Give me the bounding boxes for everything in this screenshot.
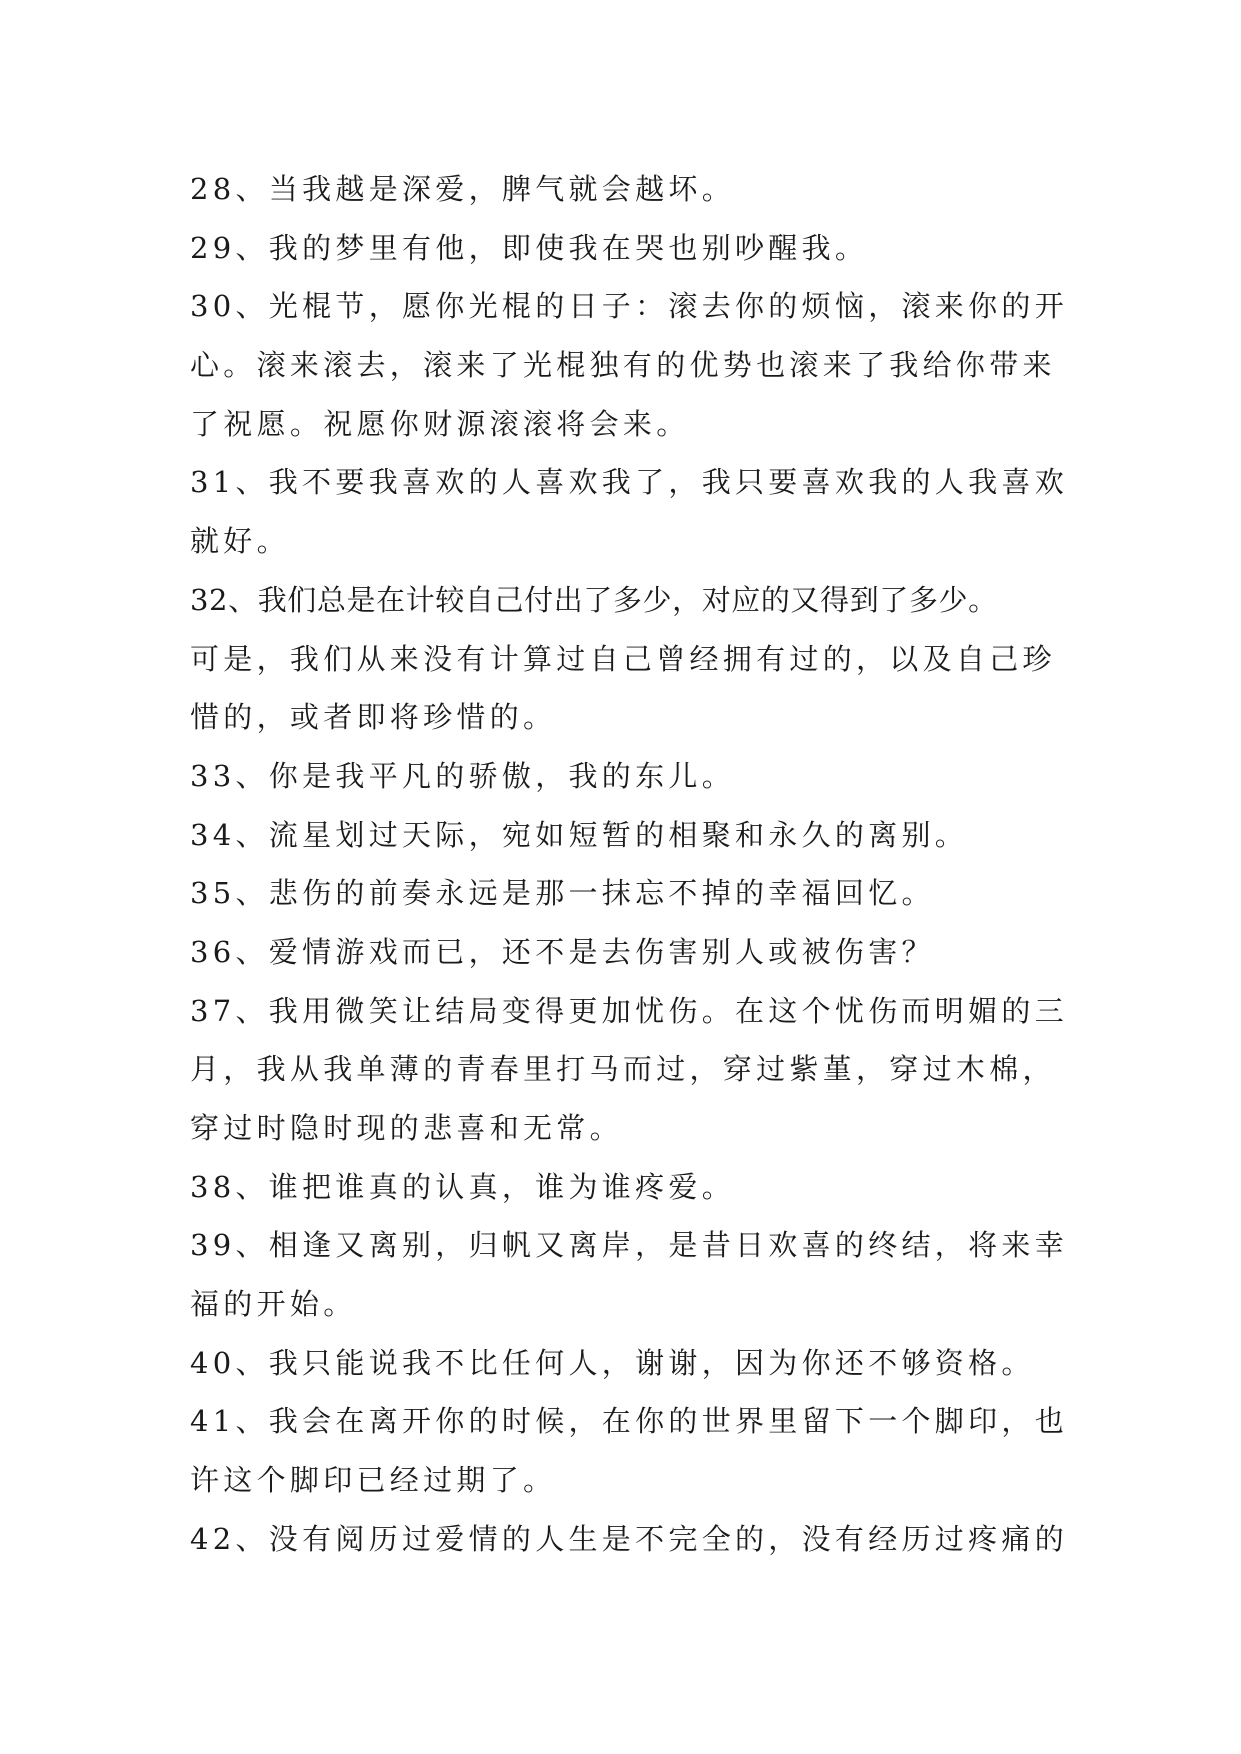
text-line: 35、悲伤的前奏永远是那一抹忘不掉的幸福回忆。 xyxy=(190,876,935,911)
text-line: 许这个脚印已经过期了。 xyxy=(190,1463,557,1498)
text-line: 29、我的梦里有他，即使我在哭也别吵醒我。 xyxy=(190,230,869,265)
text-line: 32、我们总是在计较自己付出了多少，对应的又得到了多少。 xyxy=(190,582,998,617)
text-line: 惜的，或者即将珍惜的。 xyxy=(190,700,557,735)
text-line: 心。滚来滚去，滚来了光棍独有的优势也滚来了我给你带来 xyxy=(190,348,1056,383)
text-line: 34、流星划过天际，宛如短暂的相聚和永久的离别。 xyxy=(190,817,969,852)
text-line: 39、相逢又离别，归帆又离岸，是昔日欢喜的终结，将来幸 xyxy=(190,1228,1069,1263)
document-body xyxy=(190,160,1070,1569)
text-line: 月，我从我单薄的青春里打马而过，穿过紫堇，穿过木棉， xyxy=(190,1052,1056,1087)
text-line: 了祝愿。祝愿你财源滚滚将会来。 xyxy=(190,406,690,441)
text-line: 穿过时隐时现的悲喜和无常。 xyxy=(190,1111,623,1145)
text-line: 41、我会在离开你的时候，在你的世界里留下一个脚印，也 xyxy=(190,1404,1069,1439)
text-line: 42、没有阅历过爱情的人生是不完全的，没有经历过疼痛的 xyxy=(190,1521,1069,1556)
text-line: 37、我用微笑让结局变得更加忧伤。在这个忧伤而明媚的三 xyxy=(190,993,1069,1028)
text-line: 可是，我们从来没有计算过自己曾经拥有过的，以及自己珍 xyxy=(190,641,1056,676)
text-line: 就好。 xyxy=(190,524,290,559)
text-line: 40、我只能说我不比任何人，谢谢，因为你还不够资格。 xyxy=(190,1345,1035,1380)
text-line: 36、爱情游戏而已，还不是去伤害别人或被伤害？ xyxy=(190,934,935,969)
text-line: 28、当我越是深爱，脾气就会越坏。 xyxy=(190,172,736,206)
text-line: 33、你是我平凡的骄傲，我的东儿。 xyxy=(190,758,736,793)
text-line: 31、我不要我喜欢的人喜欢我了，我只要喜欢我的人我喜欢 xyxy=(190,465,1069,500)
text-line: 38、谁把谁真的认真，谁为谁疼爱。 xyxy=(190,1169,736,1204)
text-line: 福的开始。 xyxy=(190,1287,357,1322)
text-line: 30、光棍节，愿你光棍的日子：滚去你的烦恼，滚来你的开 xyxy=(190,289,1069,324)
